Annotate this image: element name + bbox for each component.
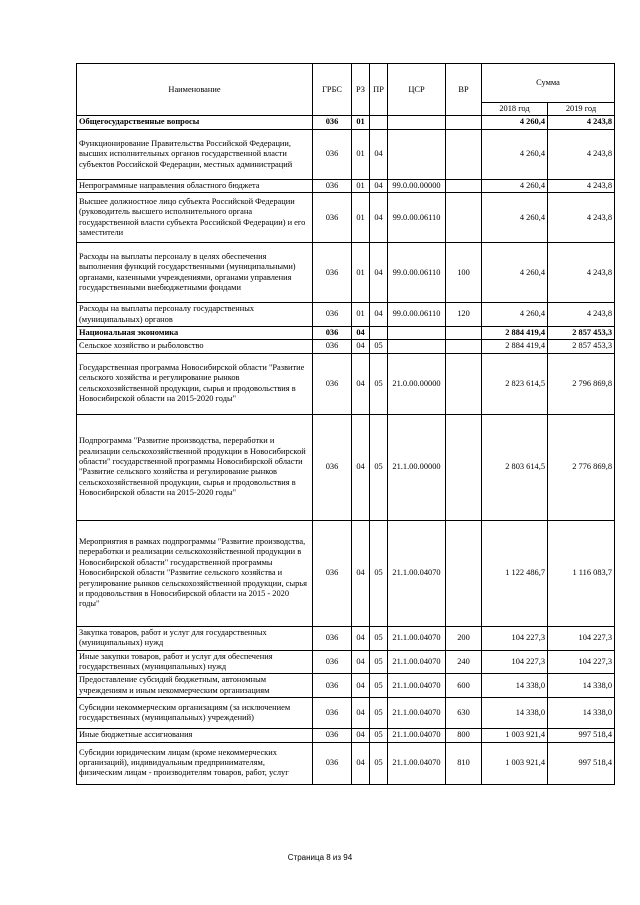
cell-vr: 600 — [446, 674, 482, 698]
cell-y2018: 4 260,4 — [482, 179, 548, 192]
cell-vr — [446, 116, 482, 129]
cell-pr: 04 — [370, 179, 388, 192]
cell-y2018: 1 122 486,7 — [482, 520, 548, 626]
cell-y2019: 2 857 453,3 — [548, 327, 615, 340]
cell-csr: 21.1.00.04070 — [388, 626, 446, 650]
cell-csr: 99.0.00.06110 — [388, 243, 446, 303]
cell-grbs: 036 — [313, 729, 352, 742]
cell-y2018: 14 338,0 — [482, 698, 548, 729]
header-name: Наименование — [77, 64, 313, 116]
cell-rz: 01 — [352, 116, 370, 129]
cell-pr: 04 — [370, 303, 388, 327]
cell-grbs: 036 — [313, 414, 352, 520]
cell-y2019: 2 857 453,3 — [548, 340, 615, 353]
cell-y2018: 2 823 614,5 — [482, 353, 548, 414]
table-row — [77, 243, 615, 303]
table-row — [77, 650, 615, 674]
cell-grbs: 036 — [313, 193, 352, 243]
cell-name: Расходы на выплаты персоналу государственных (муниципальных) органов — [77, 303, 313, 327]
cell-csr: 21.1.00.04070 — [388, 674, 446, 698]
header-year-2019: 2019 год — [548, 103, 615, 116]
cell-name: Государственная программа Новосибирской области "Развитие сельского хозяйства и регулирование рынков сельскохозяйственной продукции, сырья и продовольствия в Новосибирской области на 2015-2020 годы" — [77, 353, 313, 414]
header-year-2018: 2018 год — [482, 103, 548, 116]
cell-pr: 05 — [370, 353, 388, 414]
cell-pr: 05 — [370, 626, 388, 650]
cell-csr: 21.1.00.04070 — [388, 729, 446, 742]
cell-name: Предоставление субсидий бюджетным, автономным учреждениям и иным некоммерческим организациям — [77, 674, 313, 698]
cell-name: Высшее должностное лицо субъекта Российской Федерации (руководитель высшего исполнительного органа государственной власти субъекта Российской Федерации) и его заместители — [77, 193, 313, 243]
cell-name: Сельское хозяйство и рыболовство — [77, 340, 313, 353]
cell-grbs: 036 — [313, 179, 352, 192]
cell-name: Непрограммные направления областного бюджета — [77, 179, 313, 192]
cell-name: Иные бюджетные ассигнования — [77, 729, 313, 742]
cell-csr: 21.1.00.04070 — [388, 650, 446, 674]
cell-name: Субсидии юридическим лицам (кроме некоммерческих организаций), индивидуальным предпринимателям, физическим лицам - производителям товаров, работ, услуг — [77, 742, 313, 784]
cell-vr — [446, 353, 482, 414]
cell-vr — [446, 414, 482, 520]
cell-pr: 05 — [370, 698, 388, 729]
cell-rz: 04 — [352, 626, 370, 650]
header-grbs: ГРБС — [313, 64, 352, 116]
cell-y2018: 2 803 614,5 — [482, 414, 548, 520]
header-vr: ВР — [446, 64, 482, 116]
cell-pr: 04 — [370, 193, 388, 243]
cell-rz: 01 — [352, 243, 370, 303]
cell-csr: 21.0.00.00000 — [388, 353, 446, 414]
cell-vr — [446, 520, 482, 626]
cell-rz: 01 — [352, 193, 370, 243]
cell-y2019: 2 796 869,8 — [548, 353, 615, 414]
cell-y2019: 4 243,8 — [548, 129, 615, 179]
cell-y2018: 4 260,4 — [482, 243, 548, 303]
table-row — [77, 340, 615, 353]
cell-grbs: 036 — [313, 626, 352, 650]
cell-name: Закупка товаров, работ и услуг для государственных (муниципальных) нужд — [77, 626, 313, 650]
header-rz: РЗ — [352, 64, 370, 116]
cell-name: Функционирование Правительства Российской Федерации, высших исполнительных органов государственной власти субъектов Российской Федерации, местных администраций — [77, 129, 313, 179]
cell-rz: 04 — [352, 353, 370, 414]
cell-grbs: 036 — [313, 129, 352, 179]
table-row — [77, 414, 615, 520]
cell-grbs: 036 — [313, 650, 352, 674]
table-row — [77, 729, 615, 742]
cell-vr: 100 — [446, 243, 482, 303]
cell-pr: 04 — [370, 129, 388, 179]
cell-y2019: 4 243,8 — [548, 116, 615, 129]
cell-grbs: 036 — [313, 116, 352, 129]
cell-vr: 630 — [446, 698, 482, 729]
cell-rz: 01 — [352, 179, 370, 192]
cell-rz: 04 — [352, 414, 370, 520]
cell-csr: 99.0.00.06110 — [388, 193, 446, 243]
cell-pr: 05 — [370, 414, 388, 520]
cell-grbs: 036 — [313, 698, 352, 729]
table-row — [77, 327, 615, 340]
table-row — [77, 353, 615, 414]
cell-csr — [388, 327, 446, 340]
table-row — [77, 129, 615, 179]
table-row — [77, 116, 615, 129]
cell-grbs: 036 — [313, 742, 352, 784]
cell-y2018: 2 884 419,4 — [482, 327, 548, 340]
cell-pr — [370, 327, 388, 340]
table-row — [77, 303, 615, 327]
cell-csr: 21.1.00.04070 — [388, 520, 446, 626]
cell-y2018: 1 003 921,4 — [482, 729, 548, 742]
cell-y2018: 104 227,3 — [482, 650, 548, 674]
table-row — [77, 179, 615, 192]
table-row — [77, 193, 615, 243]
cell-y2019: 14 338,0 — [548, 674, 615, 698]
cell-name: Мероприятия в рамках подпрограммы "Развитие производства, переработки и реализации сельскохозяйственной продукции в Новосибирской области" государственной программы Новосибирской области "Развитие сельского хозяйства и регулирование рынков сельскохозяйственной продукции, сырья и продовольствия в Новосибирской области на 2015 - 2020 годы" — [77, 520, 313, 626]
cell-y2018: 104 227,3 — [482, 626, 548, 650]
cell-name: Национальная экономика — [77, 327, 313, 340]
cell-rz: 04 — [352, 698, 370, 729]
cell-vr: 810 — [446, 742, 482, 784]
cell-rz: 04 — [352, 742, 370, 784]
cell-pr: 05 — [370, 650, 388, 674]
cell-vr: 200 — [446, 626, 482, 650]
cell-y2018: 4 260,4 — [482, 193, 548, 243]
cell-pr: 05 — [370, 729, 388, 742]
cell-csr: 21.1.00.00000 — [388, 414, 446, 520]
cell-csr — [388, 116, 446, 129]
cell-csr — [388, 129, 446, 179]
table-row — [77, 520, 615, 626]
cell-vr — [446, 129, 482, 179]
cell-name: Расходы на выплаты персоналу в целях обеспечения выполнения функций государственными (муниципальными) органами, казенными учреждениями, органами управления государственными внебюджетными фондами — [77, 243, 313, 303]
table-row — [77, 674, 615, 698]
cell-csr: 21.1.00.04070 — [388, 698, 446, 729]
cell-y2019: 1 116 083,7 — [548, 520, 615, 626]
cell-vr: 120 — [446, 303, 482, 327]
cell-csr: 99.0.00.06110 — [388, 303, 446, 327]
cell-y2019: 2 776 869,8 — [548, 414, 615, 520]
cell-pr: 05 — [370, 340, 388, 353]
budget-table — [76, 63, 615, 785]
cell-grbs: 036 — [313, 520, 352, 626]
table-row — [77, 742, 615, 784]
cell-vr — [446, 327, 482, 340]
cell-y2019: 997 518,4 — [548, 729, 615, 742]
cell-rz: 04 — [352, 674, 370, 698]
page-footer: Страница 8 из 94 — [287, 853, 353, 862]
cell-y2018: 1 003 921,4 — [482, 742, 548, 784]
cell-name: Иные закупки товаров, работ и услуг для обеспечения государственных (муниципальных) нужд — [77, 650, 313, 674]
cell-grbs: 036 — [313, 353, 352, 414]
cell-y2019: 14 338,0 — [548, 698, 615, 729]
cell-rz: 01 — [352, 129, 370, 179]
cell-name: Подпрограмма "Развитие производства, переработки и реализации сельскохозяйственной продукции в Новосибирской области" государственной программы Новосибирской области "Развитие сельского хозяйства и регулирование рынков сельскохозяйственной продукции, сырья и продовольствия в Новосибирской области на 2015-2020 годы" — [77, 414, 313, 520]
table-row — [77, 626, 615, 650]
cell-name: Общегосударственные вопросы — [77, 116, 313, 129]
cell-y2019: 104 227,3 — [548, 626, 615, 650]
cell-rz: 04 — [352, 520, 370, 626]
cell-csr — [388, 340, 446, 353]
cell-y2019: 997 518,4 — [548, 742, 615, 784]
cell-pr: 05 — [370, 742, 388, 784]
cell-pr: 05 — [370, 674, 388, 698]
cell-rz: 04 — [352, 327, 370, 340]
cell-grbs: 036 — [313, 243, 352, 303]
cell-csr: 99.0.00.00000 — [388, 179, 446, 192]
cell-y2019: 4 243,8 — [548, 179, 615, 192]
cell-vr — [446, 340, 482, 353]
cell-y2019: 4 243,8 — [548, 303, 615, 327]
cell-y2018: 14 338,0 — [482, 674, 548, 698]
cell-y2018: 4 260,4 — [482, 129, 548, 179]
cell-pr: 05 — [370, 520, 388, 626]
cell-rz: 04 — [352, 650, 370, 674]
cell-vr — [446, 193, 482, 243]
cell-csr: 21.1.00.04070 — [388, 742, 446, 784]
cell-name: Субсидии некоммерческим организациям (за исключением государственных (муниципальных) учреждений) — [77, 698, 313, 729]
cell-y2019: 4 243,8 — [548, 243, 615, 303]
cell-vr: 240 — [446, 650, 482, 674]
cell-vr — [446, 179, 482, 192]
cell-grbs: 036 — [313, 340, 352, 353]
header-pr: ПР — [370, 64, 388, 116]
cell-y2018: 2 884 419,4 — [482, 340, 548, 353]
table-row — [77, 698, 615, 729]
cell-pr: 04 — [370, 243, 388, 303]
cell-pr — [370, 116, 388, 129]
cell-grbs: 036 — [313, 674, 352, 698]
cell-y2019: 4 243,8 — [548, 193, 615, 243]
cell-y2018: 4 260,4 — [482, 303, 548, 327]
cell-y2019: 104 227,3 — [548, 650, 615, 674]
cell-y2018: 4 260,4 — [482, 116, 548, 129]
header-csr: ЦСР — [388, 64, 446, 116]
cell-rz: 04 — [352, 340, 370, 353]
cell-grbs: 036 — [313, 327, 352, 340]
cell-grbs: 036 — [313, 303, 352, 327]
header-sum: Сумма — [482, 64, 615, 103]
cell-vr: 800 — [446, 729, 482, 742]
cell-rz: 04 — [352, 729, 370, 742]
cell-rz: 01 — [352, 303, 370, 327]
